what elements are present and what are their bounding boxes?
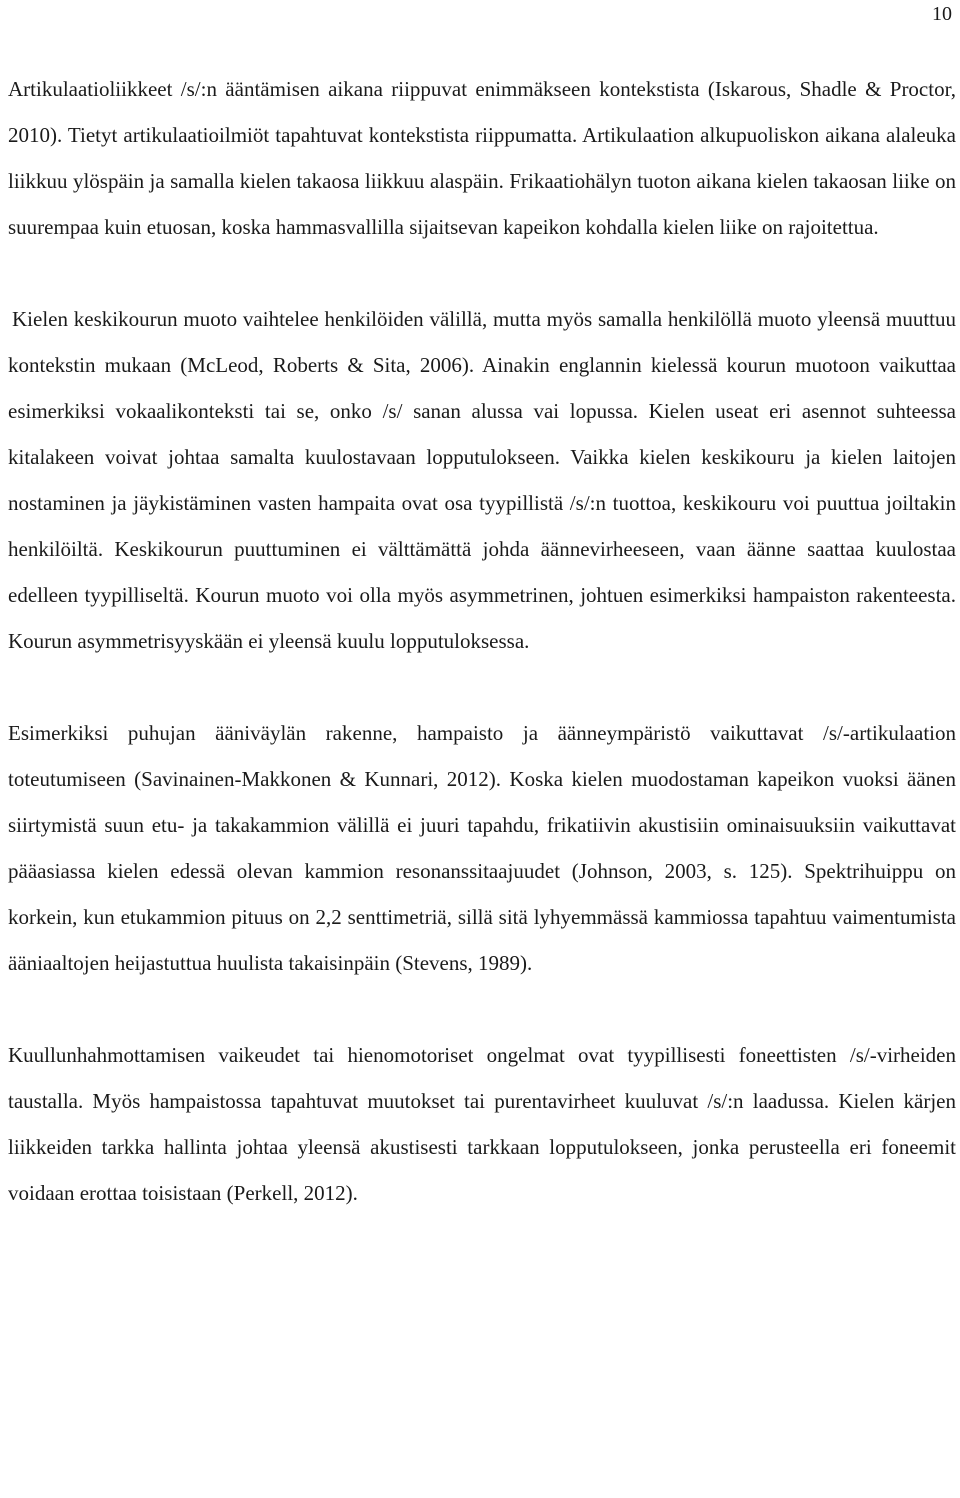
page-number: 10 (932, 3, 952, 25)
document-body (8, 66, 956, 1216)
paragraph-tongue-groove: Kielen keskikourun muoto vaihtelee henkilöiden välillä, mutta myös samalla henkilöllä muoto yleensä muuttuu kontekstin mukaan (McLeod, Roberts & Sita, 2006). Ainakin englannin kielessä kourun muotoon vaikuttaa esimerkiksi vokaalikonteksti tai se, onko /s/ sanan alussa vai lopussa. Kielen useat eri asennot suhteessa kitalakeen voivat johtaa samalta kuulostavaan lopputulokseen. Vaikka kielen keskikouru ja kielen laitojen nostaminen ja jäykistäminen vasten hampaita ovat osa tyypillistä /s/:n tuottoa, keskikouru voi puuttua joiltakin henkilöiltä. Keskikourun puuttuminen ei välttämättä johda äännevirheeseen, vaan äänne saattaa kuulostaa edelleen tyypilliseltä. Kourun muoto voi olla myös asymmetrinen, johtuen esimerkiksi hampaiston rakenteesta. Kourun asymmetrisyyskään ei yleensä kuulu lopputuloksessa. (8, 307, 956, 653)
paragraph-articulation-movements: Artikulaatioliikkeet /s/:n ääntämisen aikana riippuvat enimmäkseen kontekstista (Iskarous, Shadle & Proctor, 2010). Tietyt artikulaatioilmiöt tapahtuvat kontekstista riippumatta. Artikulaation alkupuoliskon aikana alaleuka liikkuu ylöspäin ja samalla kielen takaosa liikkuu alaspäin. Frikaatiohälyn tuoton aikana kielen takaosan liike on suurempaa kuin etuosan, koska hammasvallilla sijaitsevan kapeikon kohdalla kielen liike on rajoitettua. (8, 77, 956, 239)
paragraph-error-causes: Kuullunhahmottamisen vaikeudet tai hienomotoriset ongelmat ovat tyypillisesti foneettisten /s/-virheiden taustalla. Myös hampaistossa tapahtuvat muutokset tai purentavirheet kuuluvat /s/:n laadussa. Kielen kärjen liikkeiden tarkka hallinta johtaa yleensä akustisesti tarkkaan lopputulokseen, jonka perusteella eri foneemit voidaan erottaa toisistaan (Perkell, 2012). (8, 1043, 956, 1205)
paragraph-vocal-tract-acoustics: Esimerkiksi puhujan ääniväylän rakenne, hampaisto ja äänneympäristö vaikuttavat /s/-artikulaation toteutumiseen (Savinainen-Makkonen & Kunnari, 2012). Koska kielen muodostaman kapeikon vuoksi äänen siirtymistä suun etu- ja takakammion välillä ei juuri tapahdu, frikatiivin akustisiin ominaisuuksiin vaikuttavat pääasiassa kielen edessä olevan kammion resonanssitaajuudet (Johnson, 2003, s. 125). Spektrihuippu on korkein, kun etukammion pituus on 2,2 senttimetriä, sillä sitä lyhyemmässä kammiossa tapahtuu vaimentumista ääniaaltojen heijastuttua huulista takaisinpäin (Stevens, 1989). (8, 721, 956, 975)
